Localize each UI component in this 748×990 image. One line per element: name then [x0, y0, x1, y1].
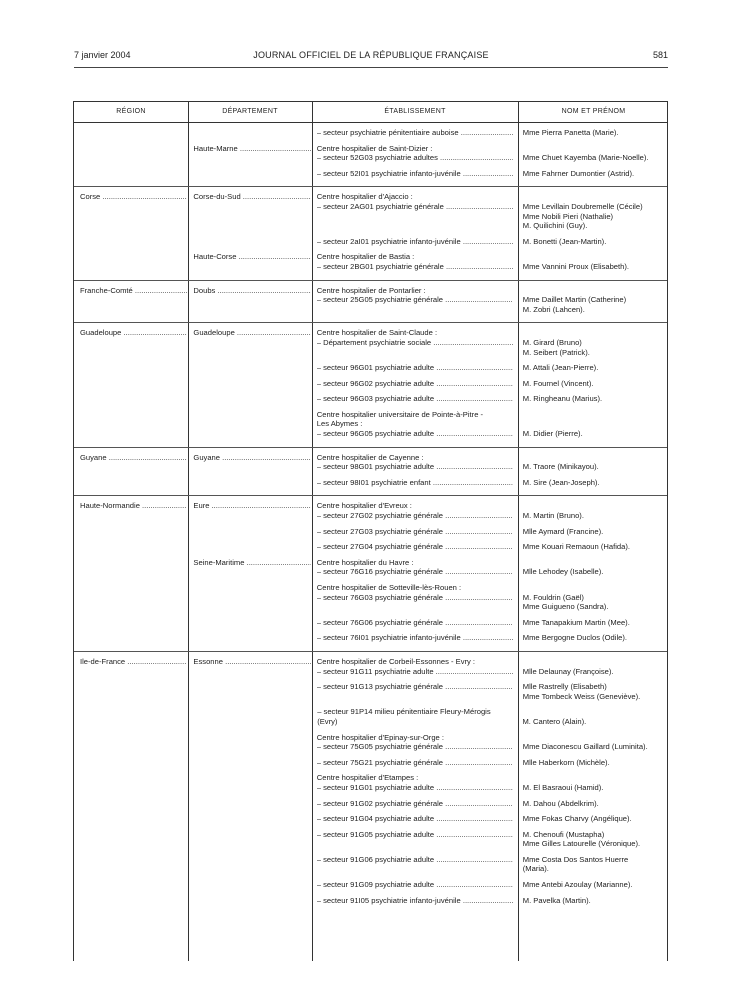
- region-cell: [74, 896, 187, 906]
- nom-line: M. Bonetti (Jean-Martin).: [522, 236, 607, 246]
- region-cell: [74, 394, 187, 404]
- nom-line: [523, 453, 663, 463]
- nom-line: Mme Tombeck Weiss (Geneviève).: [522, 691, 641, 701]
- nom-line: M. Pavelka (Martin).: [522, 895, 591, 905]
- nom-cell: [516, 707, 667, 726]
- nom-line: Mme Nobili Pieri (Nathalie): [522, 211, 614, 221]
- nom-line: [523, 558, 663, 568]
- etablissement-cell: [311, 814, 517, 824]
- etablissement-line: Centre hospitalier d'Epinay-sur-Orge :: [316, 732, 444, 742]
- etablissement-line: – Département psychiatrie sociale .....: [317, 338, 513, 348]
- table-row: [74, 618, 667, 628]
- region-cell: [74, 799, 187, 809]
- nom-line: M. Ringheanu (Marius).: [522, 394, 603, 404]
- region-cell: [74, 128, 187, 138]
- etablissement-line: – secteur 91G11 psychiatrie adulte .....: [317, 667, 513, 677]
- table-row: [74, 379, 667, 389]
- column-header-nom: NOM ET PRÉNOM: [561, 108, 626, 115]
- table-row: [74, 128, 667, 138]
- region-cell: [74, 880, 187, 890]
- etablissement-line: – secteur 96G05 psychiatrie adulte .....: [317, 429, 513, 439]
- etablissement-line: – secteur 96G02 psychiatrie adulte .....: [317, 379, 513, 389]
- nom-line: [523, 583, 663, 593]
- nom-line: [522, 707, 663, 717]
- nom-line: Mme Pierra Panetta (Marie).: [522, 128, 619, 137]
- region-cell: [74, 682, 187, 701]
- table-section: [74, 448, 667, 497]
- etablissement-line: – secteur 91G09 psychiatrie adulte .....: [317, 880, 513, 890]
- nom-line: Mme Fahrner Dumontier (Astrid).: [522, 168, 635, 178]
- departement-cell: [187, 583, 310, 612]
- nom-cell: [517, 394, 667, 404]
- nom-line: Mme Kouari Remaoun (Hafida).: [522, 542, 630, 552]
- nom-cell: [517, 501, 667, 520]
- region-cell: [74, 773, 187, 792]
- nom-line: (Maria).: [522, 864, 549, 874]
- nom-line: M. Cantero (Alain).: [522, 716, 587, 726]
- departement-cell: [187, 542, 310, 552]
- page-header: [74, 50, 668, 64]
- region-cell: [74, 633, 187, 643]
- table-section: [74, 187, 667, 280]
- nom-cell: [517, 799, 667, 809]
- region-cell: [74, 707, 188, 726]
- etablissement-line: Centre hospitalier de Pontarlier :: [316, 285, 426, 295]
- table-row: [74, 682, 667, 701]
- table-row: [74, 830, 667, 849]
- nom-line: Mlle Delaunay (Françoise).: [522, 666, 614, 676]
- nom-line: Mme Guigueno (Sandra).: [522, 602, 609, 612]
- region-cell: Franche-Comté .....: [74, 286, 187, 315]
- departement-cell: [187, 618, 310, 628]
- nom-line: Mme Costa Dos Santos Huerre: [522, 854, 629, 864]
- nom-cell: [517, 657, 667, 676]
- nom-cell: [517, 733, 667, 752]
- table-row: [74, 453, 667, 472]
- nom-line: [523, 252, 663, 262]
- etablissement-line: – secteur 91P14 milieu pénitentiaire Fleury-Mérogis: [317, 707, 491, 717]
- etablissement-cell: [311, 394, 517, 404]
- etablissement-line: Centre hospitalier de Saint-Dizier :: [316, 143, 433, 153]
- table-row: [74, 501, 667, 520]
- table-row: [74, 758, 667, 768]
- departement-cell: [188, 707, 312, 726]
- etablissement-line: – secteur 91G13 psychiatrie générale .....: [317, 682, 513, 692]
- etablissement-line: – secteur 96G01 psychiatrie adulte .....: [317, 363, 513, 373]
- etablissement-cell: [311, 583, 517, 612]
- nom-cell: [517, 169, 667, 179]
- header-rule: [74, 67, 668, 68]
- etablissement-line: – secteur 52G03 psychiatrie adultes .....: [317, 153, 513, 163]
- etablissement-cell: [311, 527, 517, 537]
- nom-line: Mlle Lehodey (Isabelle).: [522, 567, 604, 577]
- table-row: [74, 855, 667, 874]
- etablissement-cell: [311, 363, 517, 373]
- table-section: [74, 123, 667, 187]
- nom-line: [523, 733, 663, 743]
- nom-line: Mme Tanapakium Martin (Mee).: [522, 617, 630, 627]
- nom-line: Mme Fokas Charvy (Angélique).: [522, 814, 632, 824]
- etablissement-cell: [311, 501, 517, 520]
- nom-cell: [517, 237, 667, 247]
- nom-cell: [517, 880, 667, 890]
- etablissement-cell: [311, 773, 517, 792]
- nom-line: M. Dahou (Abdelkrim).: [522, 798, 599, 808]
- table-row: [74, 286, 667, 315]
- table-row: [74, 144, 667, 163]
- nom-line: M. Seibert (Patrick).: [522, 347, 590, 357]
- table-section: [74, 281, 667, 324]
- etablissement-cell: [311, 896, 517, 906]
- region-cell: [74, 558, 187, 577]
- nom-line: [523, 657, 663, 667]
- etablissement-line: – secteur 76G16 psychiatrie générale .....: [317, 567, 513, 577]
- table-row: [74, 394, 667, 404]
- etablissement-cell: [311, 855, 517, 874]
- table-row: [74, 880, 667, 890]
- etablissement-cell: [311, 682, 517, 701]
- etablissement-cell: [311, 558, 517, 577]
- nom-line: Mme Levillain Doubremelle (Cécile): [522, 201, 643, 211]
- etablissement-line: Centre hospitalier d'Ajaccio :: [316, 192, 413, 202]
- region-cell: [74, 814, 187, 824]
- table-row: [74, 237, 667, 247]
- region-cell: Corse .....: [74, 192, 187, 230]
- table-row: [74, 169, 667, 179]
- nom-cell: [517, 618, 667, 628]
- region-cell: [74, 478, 187, 488]
- etablissement-line: Centre hospitalier universitaire de Pointe-à-Pitre -: [316, 409, 484, 419]
- nom-cell: [517, 583, 667, 612]
- departement-cell: [187, 379, 310, 389]
- nom-line: Mme Chuet Kayemba (Marie-Noelle).: [522, 153, 649, 163]
- nom-line: [523, 501, 663, 511]
- nom-line: Mme Vannini Proux (Elisabeth).: [522, 261, 629, 271]
- etablissement-cell: [311, 707, 516, 726]
- region-cell: [74, 379, 187, 389]
- departement-cell: [187, 237, 310, 247]
- nom-line: Mme Bergogne Duclos (Odile).: [522, 633, 628, 643]
- etablissement-cell: [311, 618, 517, 628]
- etablissement-line: – secteur 27G04 psychiatrie générale .....: [317, 542, 513, 552]
- nom-cell: [517, 758, 667, 768]
- region-cell: [74, 618, 187, 628]
- nom-line: [523, 410, 663, 420]
- departement-cell: [187, 830, 310, 849]
- departement-cell: [187, 758, 310, 768]
- departement-cell: [187, 363, 310, 373]
- departement-cell: Essonne .....: [187, 657, 310, 676]
- region-cell: [74, 169, 187, 179]
- nom-line: Mlle Aymard (Francine).: [522, 526, 604, 536]
- departement-cell: [187, 478, 310, 488]
- region-cell: [74, 237, 187, 247]
- nom-line: M. Quilichini (Guy).: [522, 221, 588, 231]
- region-cell: [74, 733, 187, 752]
- etablissement-cell: [311, 830, 517, 849]
- departement-cell: Corse-du-Sud .....: [187, 192, 310, 230]
- etablissement-cell: [311, 453, 517, 472]
- etablissement-line: – secteur psychiatrie pénitentiaire auboise .....: [317, 128, 513, 138]
- etablissement-line: – secteur 75G05 psychiatrie générale .....: [317, 742, 513, 752]
- header-title: JOURNAL OFFICIEL DE LA RÉPUBLIQUE FRANÇAISE: [253, 50, 489, 60]
- departement-cell: [187, 682, 310, 701]
- etablissement-line: Les Abymes :: [316, 419, 363, 429]
- nom-cell: [517, 855, 667, 874]
- nom-line: Mme Diaconescu Gaillard (Luminita).: [522, 742, 648, 752]
- nom-cell: [517, 128, 667, 138]
- etablissement-line: – secteur 91G02 psychiatrie générale .....: [317, 799, 513, 809]
- etablissement-cell: [311, 542, 517, 552]
- etablissement-line: (Evry): [317, 716, 338, 726]
- nom-line: Mme Antebi Azoulay (Marianne).: [522, 880, 633, 890]
- departement-cell: Eure .....: [187, 501, 310, 520]
- table-row: [74, 192, 667, 230]
- departement-cell: [187, 633, 310, 643]
- etablissement-line: – secteur 76G03 psychiatrie générale .....: [317, 593, 513, 603]
- region-cell: [74, 410, 187, 439]
- departement-cell: [187, 880, 310, 890]
- departement-cell: Doubs .....: [187, 286, 310, 315]
- region-cell: [74, 542, 187, 552]
- nom-line: [523, 192, 663, 202]
- etablissement-cell: [311, 286, 517, 315]
- departement-cell: [187, 773, 310, 792]
- nom-line: M. Fournel (Vincent).: [522, 378, 594, 388]
- nom-line: [523, 328, 663, 338]
- etablissement-line: – secteur 91I05 psychiatrie infanto-juvénile .....: [317, 896, 513, 906]
- column-header-region: RÉGION: [116, 108, 146, 115]
- column-header-etablissement: ÉTABLISSEMENT: [384, 108, 446, 115]
- region-cell: Guadeloupe .....: [74, 328, 187, 357]
- table-row: [74, 410, 667, 439]
- nom-cell: [517, 363, 667, 373]
- nom-line: M. Martin (Bruno).: [522, 511, 584, 521]
- nom-cell: [517, 286, 667, 315]
- nom-cell: [517, 814, 667, 824]
- table-row: [74, 527, 667, 537]
- table-row: [74, 363, 667, 373]
- region-cell: [74, 252, 187, 271]
- etablissement-line: – secteur 91G04 psychiatrie adulte .....: [317, 814, 513, 824]
- etablissement-line: – secteur 2BG01 psychiatrie générale .....: [317, 262, 513, 272]
- region-cell: [74, 855, 187, 874]
- nom-line: Mme Daillet Martin (Catherine): [522, 295, 627, 305]
- nom-cell: [517, 453, 667, 472]
- etablissement-line: Centre hospitalier de Sotteville-lès-Rouen :: [316, 583, 462, 592]
- table-row: [74, 707, 667, 726]
- etablissement-line: – secteur 52I01 psychiatrie infanto-juvénile .....: [317, 169, 513, 179]
- appointments-table: [73, 101, 668, 961]
- region-cell: [74, 144, 187, 163]
- etablissement-line: Centre hospitalier de Bastia :: [316, 252, 415, 262]
- nom-line: M. Attali (Jean-Pierre).: [522, 363, 599, 373]
- table-section: [74, 323, 667, 447]
- table-section: [74, 652, 667, 913]
- table-row: [74, 633, 667, 643]
- nom-line: M. El Basraoui (Hamid).: [522, 782, 604, 792]
- nom-cell: [517, 773, 667, 792]
- etablissement-line: Centre hospitalier d'Evreux :: [316, 501, 412, 511]
- table-row: [74, 558, 667, 577]
- nom-cell: [517, 252, 667, 271]
- nom-cell: [517, 633, 667, 643]
- etablissement-cell: [311, 237, 517, 247]
- table-row: [74, 252, 667, 271]
- etablissement-line: Centre hospitalier de Cayenne :: [316, 452, 424, 462]
- etablissement-cell: [311, 328, 517, 357]
- table-row: [74, 814, 667, 824]
- nom-cell: [517, 144, 667, 163]
- etablissement-cell: [311, 880, 517, 890]
- table-section: [74, 496, 667, 652]
- etablissement-line: – secteur 2aI01 psychiatrie infanto-juvénile .....: [317, 237, 513, 247]
- nom-line: [523, 286, 663, 296]
- departement-cell: Guadeloupe .....: [187, 328, 310, 357]
- etablissement-cell: [311, 192, 517, 230]
- region-cell: Haute-Normandie .....: [74, 501, 187, 520]
- etablissement-cell: [311, 128, 517, 138]
- etablissement-line: – secteur 98G01 psychiatrie adulte .....: [317, 462, 513, 472]
- table-header: [74, 102, 667, 123]
- etablissement-cell: [311, 657, 517, 676]
- nom-line: Mlle Haberkorn (Michèle).: [522, 757, 610, 767]
- etablissement-cell: [311, 733, 517, 752]
- etablissement-cell: [311, 633, 517, 643]
- etablissement-line: – secteur 2AG01 psychiatrie générale .....: [317, 202, 513, 212]
- region-cell: Ile-de-France .....: [74, 657, 187, 676]
- etablissement-cell: [311, 169, 517, 179]
- nom-line: M. Sire (Jean-Joseph).: [522, 477, 600, 487]
- nom-cell: [517, 527, 667, 537]
- table-row: [74, 328, 667, 357]
- etablissement-cell: [311, 799, 517, 809]
- departement-cell: Seine-Maritime .....: [187, 558, 310, 577]
- etablissement-line: – secteur 27G03 psychiatrie générale .....: [317, 527, 513, 537]
- nom-line: M. Chenoufi (Mustapha): [522, 829, 605, 839]
- nom-cell: [517, 682, 667, 701]
- region-cell: [74, 830, 187, 849]
- nom-line: M. Didier (Pierre).: [522, 429, 583, 439]
- etablissement-cell: [311, 252, 517, 271]
- etablissement-line: Centre hospitalier du Havre :: [316, 557, 414, 567]
- nom-cell: [517, 542, 667, 552]
- table-row: [74, 896, 667, 906]
- nom-cell: [517, 478, 667, 488]
- region-cell: [74, 363, 187, 373]
- table-row: [74, 542, 667, 552]
- column-header-departement: DÉPARTEMENT: [222, 108, 278, 115]
- header-page-number: 581: [652, 50, 668, 60]
- nom-line: Mlle Rastrelly (Elisabeth): [522, 682, 607, 692]
- table-row: [74, 773, 667, 792]
- departement-cell: [187, 814, 310, 824]
- table-row: [74, 583, 667, 612]
- departement-cell: [187, 394, 310, 404]
- departement-cell: [187, 527, 310, 537]
- etablissement-line: – secteur 76G06 psychiatrie générale .....: [317, 618, 513, 628]
- table-row: [74, 657, 667, 676]
- etablissement-cell: [311, 410, 517, 439]
- departement-cell: Guyane .....: [187, 453, 310, 472]
- departement-cell: [187, 799, 310, 809]
- nom-line: [523, 773, 663, 783]
- nom-line: M. Traore (Minikayou).: [522, 462, 599, 472]
- departement-cell: [187, 169, 310, 179]
- etablissement-line: – secteur 96G03 psychiatrie adulte .....: [317, 394, 513, 404]
- departement-cell: [187, 410, 310, 439]
- nom-cell: [517, 830, 667, 849]
- etablissement-line: – secteur 91G06 psychiatrie adulte .....: [317, 855, 513, 865]
- nom-cell: [517, 328, 667, 357]
- etablissement-line: – secteur 27G02 psychiatrie générale .....: [317, 511, 513, 521]
- nom-cell: [517, 379, 667, 389]
- nom-line: [523, 419, 663, 429]
- nom-cell: [517, 896, 667, 906]
- etablissement-line: – secteur 98I01 psychiatrie enfant .....: [317, 478, 513, 488]
- etablissement-line: – secteur 75G21 psychiatrie générale .....: [317, 758, 513, 768]
- table-row: [74, 478, 667, 488]
- nom-line: M. Fouldrin (Gaël): [522, 592, 584, 602]
- departement-cell: Haute-Marne .....: [187, 144, 310, 163]
- departement-cell: [187, 128, 310, 138]
- etablissement-line: – secteur 25G05 psychiatrie générale .....: [317, 295, 513, 305]
- region-cell: [74, 758, 187, 768]
- etablissement-line: – secteur 91G01 psychiatrie adulte .....: [317, 783, 513, 793]
- nom-line: M. Girard (Bruno): [522, 337, 582, 347]
- table-row: [74, 799, 667, 809]
- departement-cell: [187, 733, 310, 752]
- table-body: [74, 123, 667, 961]
- nom-cell: [517, 410, 667, 439]
- etablissement-line: Centre hospitalier de Corbeil-Essonnes - Evry :: [316, 656, 476, 666]
- departement-cell: Haute-Corse .....: [187, 252, 310, 271]
- etablissement-cell: [311, 144, 517, 163]
- etablissement-line: Centre hospitalier d'Etampes :: [316, 773, 419, 783]
- nom-line: M. Zobri (Lahcen).: [522, 304, 585, 314]
- nom-line: Mme Gilles Latourelle (Véronique).: [522, 839, 641, 849]
- nom-cell: [517, 558, 667, 577]
- header-date: 7 janvier 2004: [74, 50, 131, 60]
- region-cell: [74, 583, 187, 612]
- etablissement-line: – secteur 91G05 psychiatrie adulte .....: [317, 830, 513, 840]
- table-row: [74, 733, 667, 752]
- nom-line: [523, 144, 663, 154]
- etablissement-line: Centre hospitalier de Saint-Claude :: [316, 328, 438, 338]
- etablissement-cell: [311, 379, 517, 389]
- etablissement-line: – secteur 76I01 psychiatrie infanto-juvénile .....: [317, 633, 513, 643]
- departement-cell: [187, 855, 310, 874]
- etablissement-cell: [311, 478, 517, 488]
- nom-cell: [517, 192, 667, 230]
- region-cell: Guyane .....: [74, 453, 187, 472]
- departement-cell: [187, 896, 310, 906]
- region-cell: [74, 527, 187, 537]
- etablissement-cell: [311, 758, 517, 768]
